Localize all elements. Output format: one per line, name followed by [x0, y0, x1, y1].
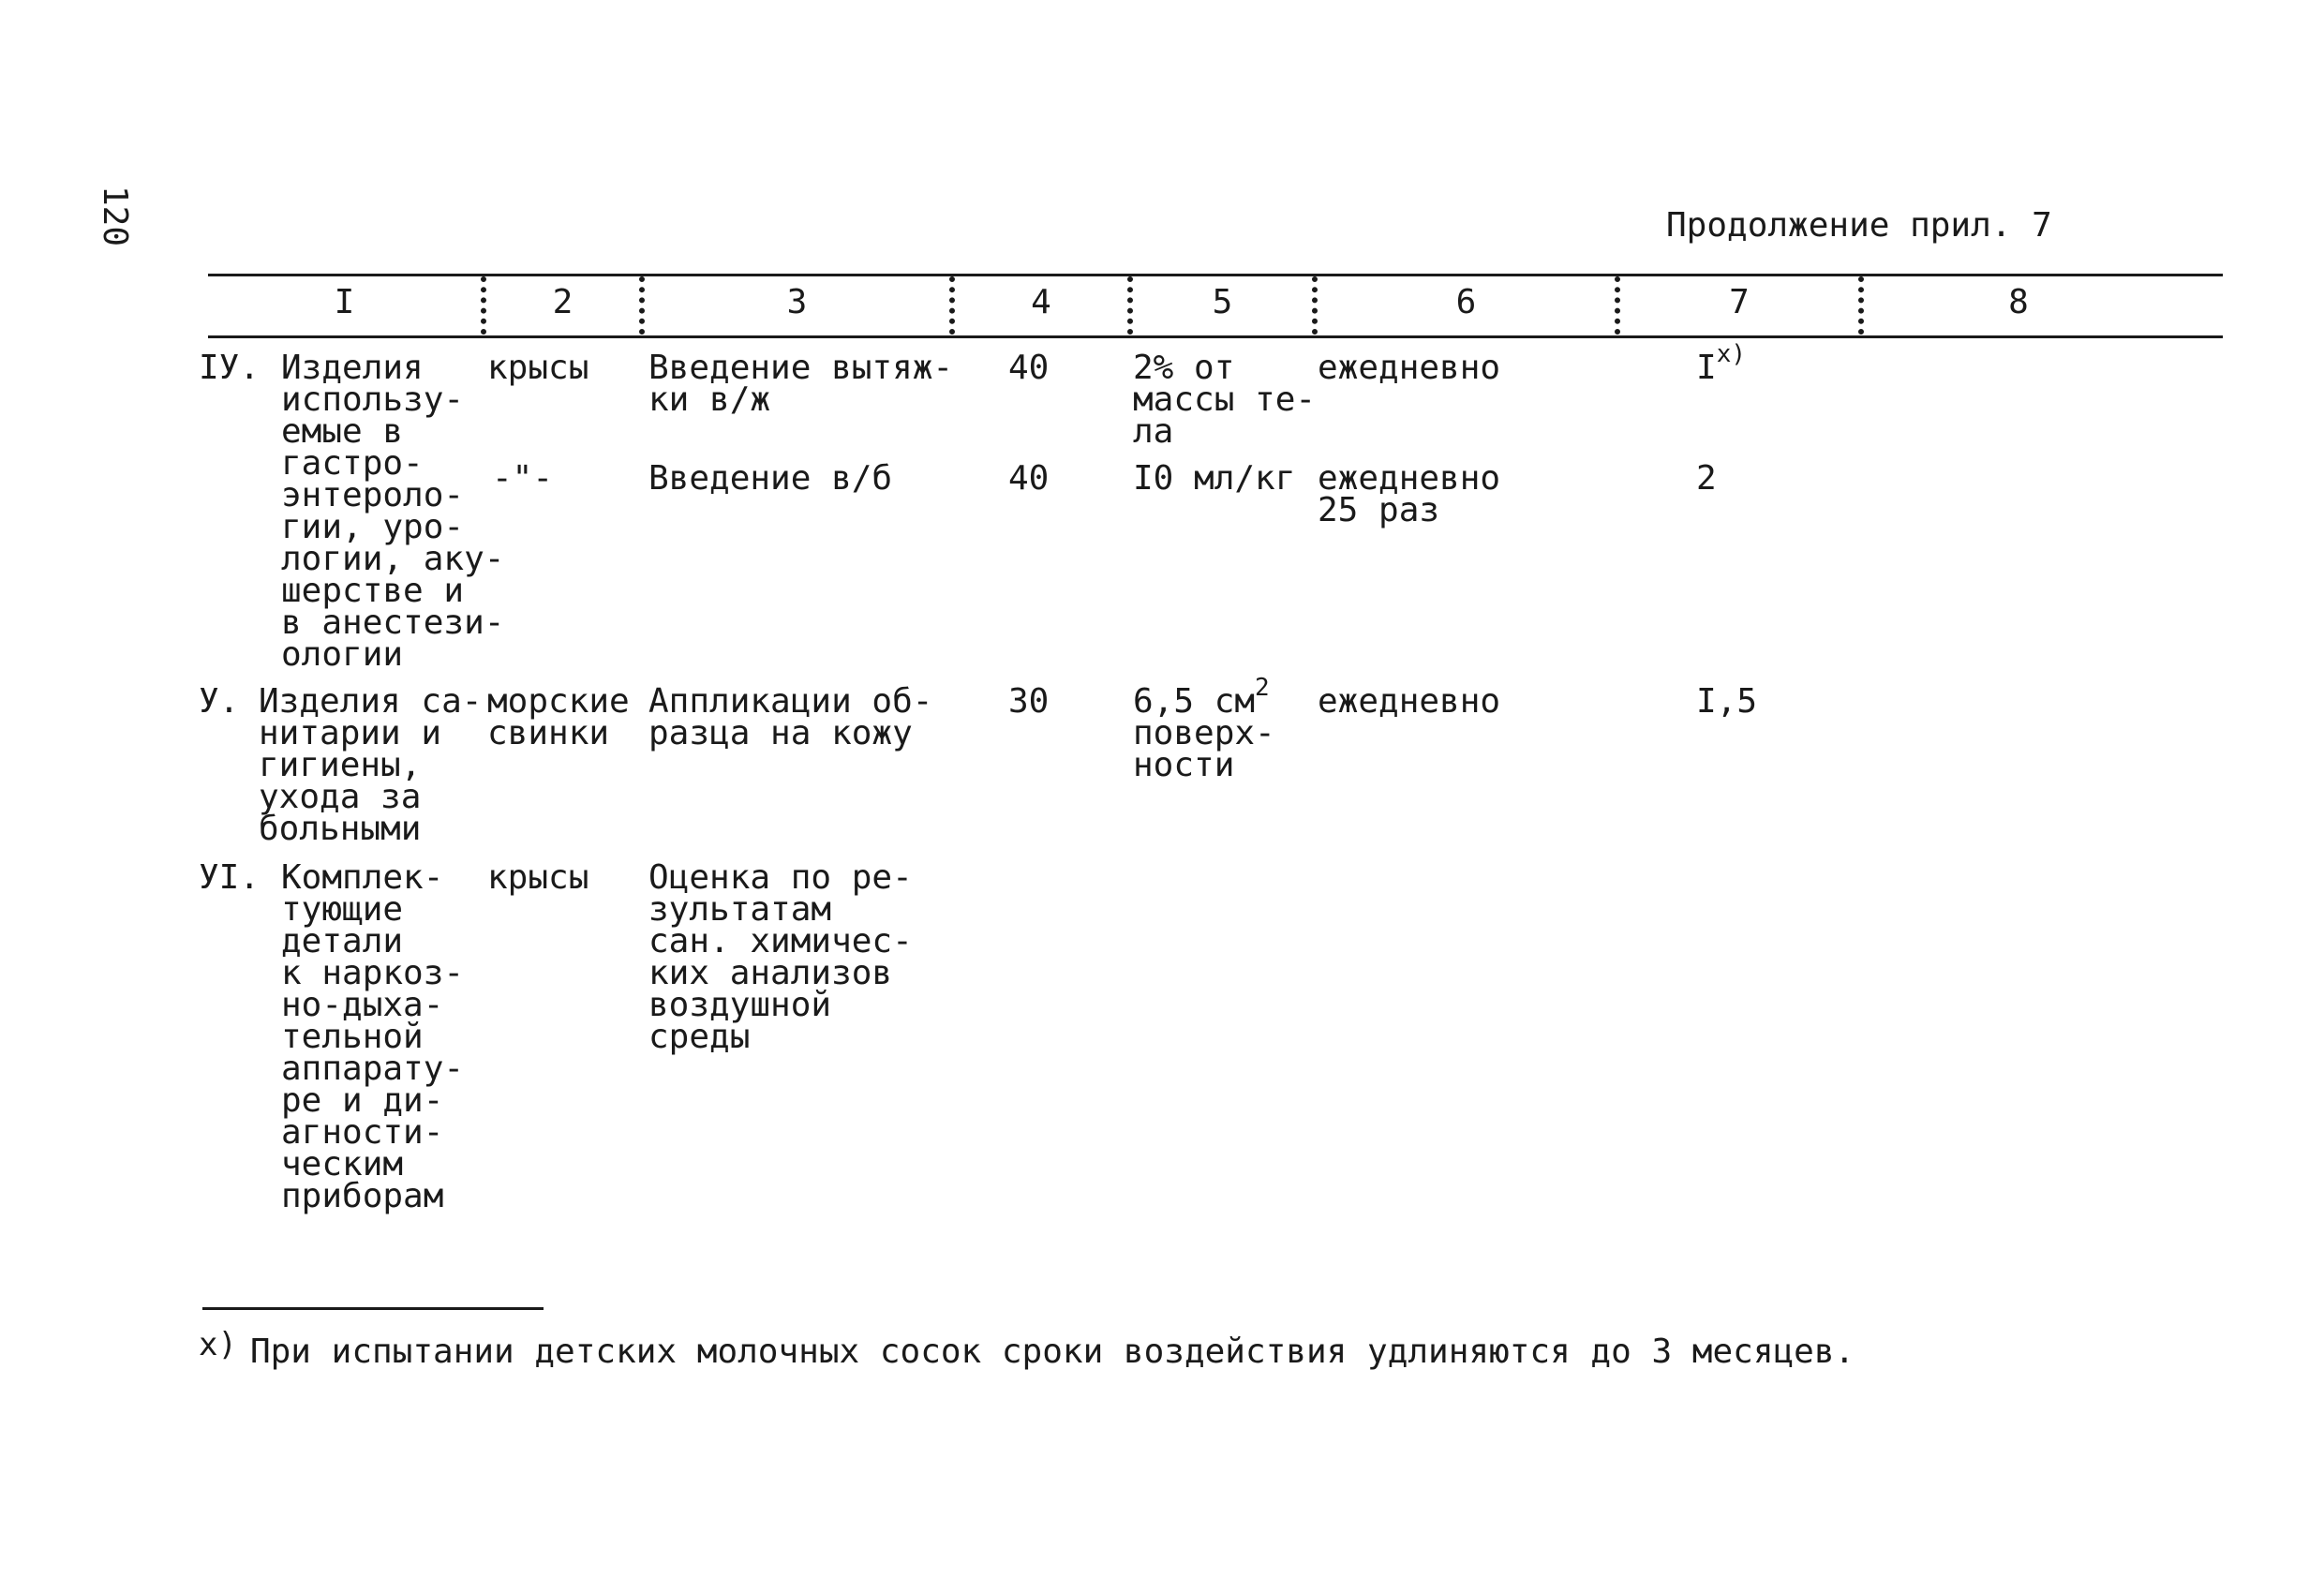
test-method: Введение вытяж- ки в/ж	[648, 349, 954, 419]
animal-species: морские свинки	[487, 682, 630, 752]
column-header-5: 5	[1212, 283, 1233, 321]
row-number: IУ.	[199, 349, 261, 387]
column-header-6: 6	[1455, 283, 1477, 321]
dose-prefix: 6,5 см	[1133, 682, 1256, 721]
row-number: УI.	[199, 858, 261, 897]
animal-count: 40	[1008, 349, 1050, 387]
test-method: Аппликации об- разца на кожу	[648, 682, 933, 752]
animal-count: 40	[1008, 459, 1050, 498]
footnote	[199, 1323, 1855, 1374]
animal-count: 30	[1008, 682, 1050, 721]
animal-species: крысы	[487, 349, 589, 387]
dose: I0 мл/кг	[1133, 459, 1296, 498]
table-top-rule	[208, 274, 2223, 276]
animal-species: -"-	[492, 459, 554, 498]
row-number: У.	[199, 682, 240, 721]
frequency: ежедневно	[1318, 349, 1501, 387]
dose-rest: поверх- ности	[1133, 714, 1275, 784]
footnote-mark: x)	[199, 1326, 237, 1363]
frequency: ежедневно	[1318, 682, 1501, 721]
table-header-bottom-rule	[208, 335, 2223, 338]
column-header-8: 8	[2008, 283, 2029, 321]
column-header-2: 2	[552, 283, 574, 321]
continuation-label: Продолжение прил. 7	[1666, 206, 2052, 245]
dose	[1133, 674, 1275, 784]
column-header-7: 7	[1729, 283, 1750, 321]
column-header-1: I	[334, 283, 355, 321]
frequency: ежедневно 25 раз	[1318, 459, 1501, 529]
test-method: Оценка по ре- зультатам сан. химичес- ких анализов воздушной среды	[648, 858, 913, 1056]
dose-superscript: 2	[1255, 674, 1270, 702]
product-group: Изделия использу- емые в гастро- энтероло- гии, уро- логии, аку- шерстве и в анестези- ологии	[281, 349, 505, 674]
product-group: Изделия са- нитарии и гигиены, ухода за больными	[259, 682, 483, 848]
duration-value: I	[1696, 349, 1717, 387]
dose: 2% от массы те- ла	[1133, 349, 1317, 451]
duration: 2	[1696, 459, 1717, 498]
duration	[1696, 340, 1746, 387]
duration: I,5	[1696, 682, 1758, 721]
page-number: 120	[96, 186, 134, 247]
footnote-text: При испытании детских молочных сосок сроки воздействия удлиняются до 3 месяцев.	[249, 1332, 1855, 1371]
product-group: Комплек- тующие детали к наркоз- но-дыха- тельной аппарату- ре и ди- агности- ческим приборам	[281, 858, 465, 1215]
footnote-ref: x)	[1716, 340, 1746, 368]
animal-species: крысы	[487, 858, 589, 897]
column-header-4: 4	[1031, 283, 1051, 321]
column-header-3: 3	[786, 283, 808, 321]
test-method: Введение в/б	[648, 459, 893, 498]
footnote-rule	[202, 1307, 544, 1310]
